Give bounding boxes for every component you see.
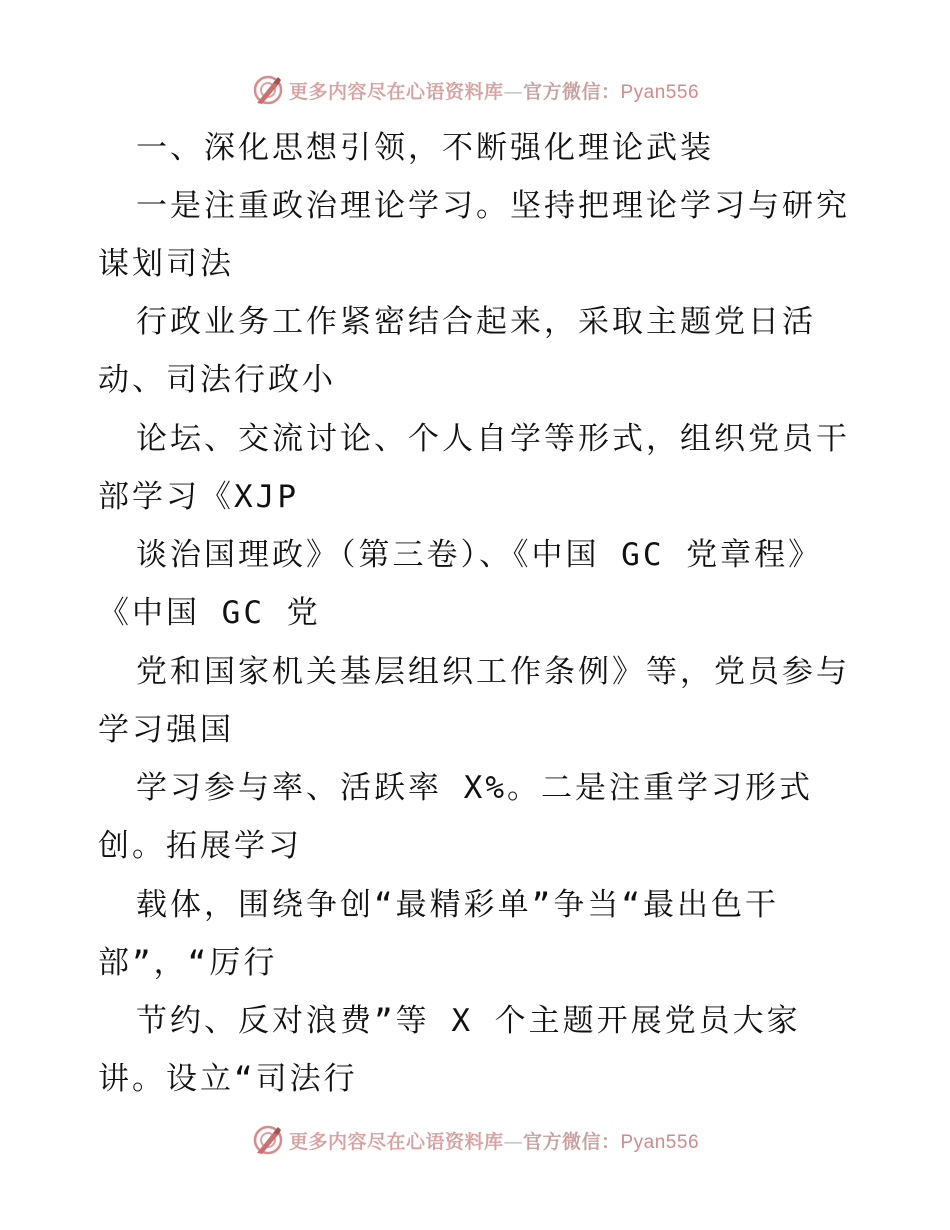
heading-line: 一、深化思想引领，不断强化理论武装 [136,130,714,166]
text-line: 学习强国 [98,712,234,748]
watermark-sub: 官方微信： [522,1130,621,1153]
text-line: 行政业务工作紧密结合起来，采取主题党日活 [136,304,816,340]
header-watermark [0,70,950,110]
watermark-dash: — [503,80,523,103]
watermark-main: 更多内容尽在心语资料库 [288,1130,504,1153]
text-line: 学习参与率、活跃率 X%。二是注重学习形式 [136,770,813,806]
text-line: 党和国家机关基层组织工作条例》等，党员参与 [136,654,850,690]
watermark-text [289,77,699,104]
text-line: 《中国 GC 党 [98,595,321,631]
watermark-text [289,1127,699,1154]
text-line: 创。拓展学习 [98,828,302,864]
watermark-id: Pyan556 [620,1131,700,1153]
text-line: 部”，“厉行 [98,945,278,981]
text-line: 节约、反对浪费”等 X 个主题开展党员大家 [136,1003,801,1039]
text-line: 载体，围绕争创“最精彩单”争当“最出色干 [136,887,779,923]
watermark-main: 更多内容尽在心语资料库 [288,80,504,103]
text-line: 谈治国理政》（第三卷）、《中国 GC 党章程》 [136,537,823,573]
text-line: 谋划司法 [98,246,234,282]
watermark-sub: 官方微信： [522,80,621,103]
text-line: 部学习《XJP [98,479,299,515]
text-line: 动、司法行政小 [98,362,336,398]
pen-logo-icon [251,73,285,107]
watermark-id: Pyan556 [620,81,700,103]
pen-logo-icon [251,1123,285,1157]
text-line: 讲。设立“司法行 [98,1061,358,1097]
footer-watermark [0,1120,950,1160]
text-line: 论坛、交流讨论、个人自学等形式，组织党员干 [136,421,850,457]
watermark-dash: — [503,1130,523,1153]
text-line: 一是注重政治理论学习。坚持把理论学习与研究 [136,188,850,224]
